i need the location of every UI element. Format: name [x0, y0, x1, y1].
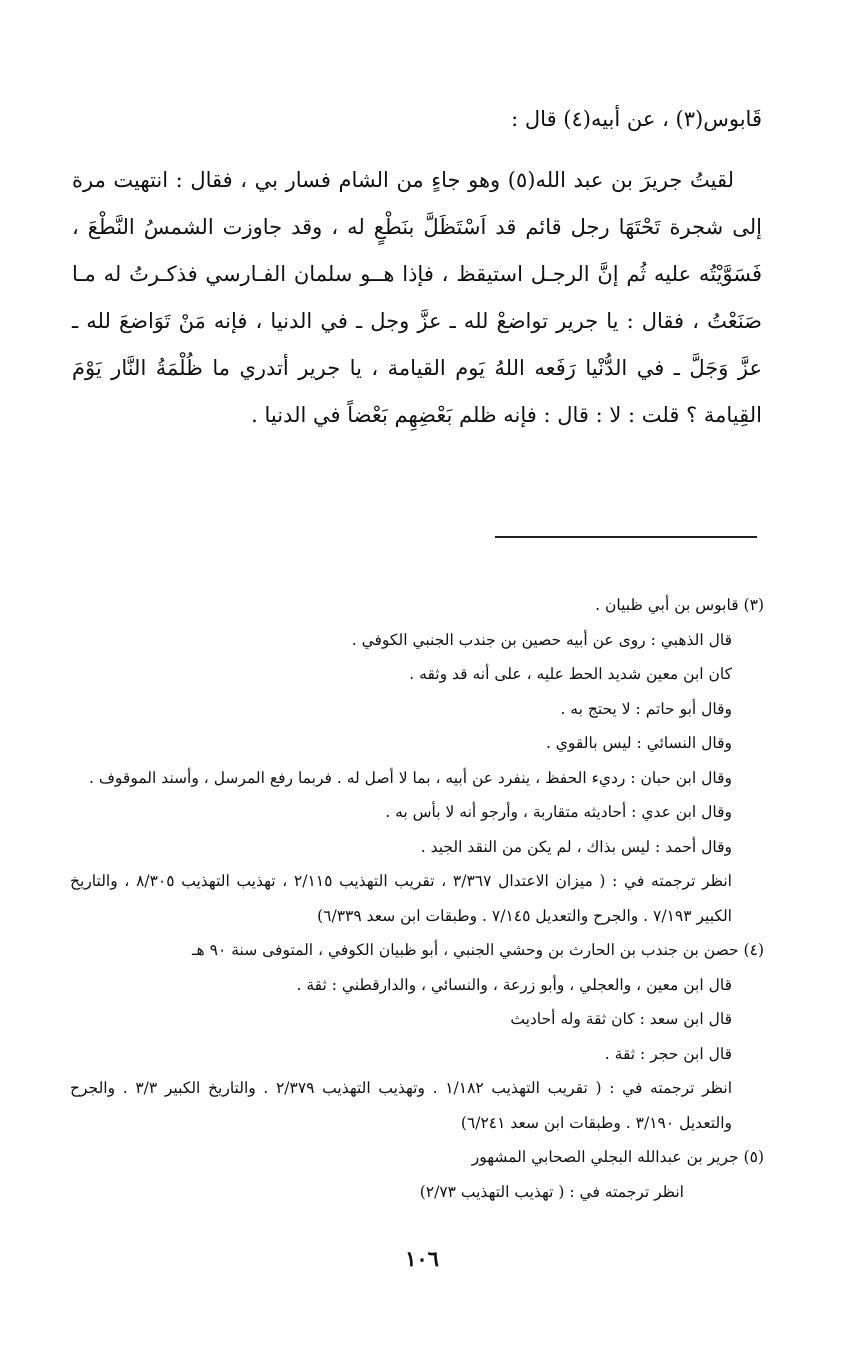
main-intro-line: قَابوس(٣) ، عن أبيه(٤) قال :: [511, 107, 762, 131]
footnote-3-line: وقال أبو حاتم : لا يحتج به .: [560, 699, 732, 718]
footnote-3-line: وقال أحمد : ليس بذاك ، لم يكن من النقد الجيد .: [420, 837, 732, 856]
footnote-4-line: قال ابن معين ، والعجلي ، وأبو زرعة ، والنسائي ، والدارقطني : ثقة .: [296, 975, 732, 994]
footnote-3-sources: انظر ترجمته في : ( ميزان الاعتدال ٣/٣٦٧ ، تقريب التهذيب ٢/١١٥ ، تهذيب التهذيب ٨/٣٠٥ ، والتاريخ الكبير ٧/١٩٣ . والجرح والتعديل ٧/١٤٥ . وطبقات ابن سعد ٦/٣٣٩): [70, 872, 732, 925]
footnote-3-line: قال الذهبي : روى عن أبيه حصين بن جندب الجنبي الكوفي .: [351, 630, 732, 649]
footnote-4-sources: انظر ترجمته في : ( تقريب التهذيب ١/١٨٢ . وتهذيب التهذيب ٢/٣٧٩ . والتاريخ الكبير ٣/٣ . والجرح والتعديل ٣/١٩٠ . وطبقات ابن سعد ٦/٢٤١): [70, 1079, 732, 1132]
footnote-3-line: كان ابن معين شديد الحط عليه ، على أنه قد وثقه .: [409, 665, 732, 683]
footnote-separator: [495, 536, 757, 538]
footnotes: [70, 588, 764, 1209]
footnote-3-line: وقال ابن حبان : رديء الحفظ ، ينفرد عن أبيه ، بما لا أصل له . فربما رفع المرسل ، وأسند الموقوف .: [88, 768, 732, 787]
footnote-3-line: وقال ابن عدي : أحاديثه متقاربة ، وأرجو أنه لا بأس به .: [385, 803, 732, 821]
footnote-3-line: وقال النسائي : ليس بالقوي .: [545, 734, 732, 752]
footnote-5-head: (٥) جرير بن عبدالله البجلي الصحابي المشهور: [471, 1148, 764, 1166]
page-number: ١٠٦: [405, 1246, 439, 1271]
footnote-3-head: (٣) قابوس بن أبي ظبيان .: [595, 596, 764, 614]
footnote-5-sources: انظر ترجمته في : ( تهذيب التهذيب ٢/٧٣): [419, 1182, 684, 1201]
main-paragraph: لقيتُ جريرَ بن عبد الله(٥) وهو جاءٍ من الشام فسار بي ، فقال : انتهيت مرة إلى شجرة تَحْتَهَا رجل قائم قد اَسْتَظَلَّ بنَطْعٍ له ، وقد جاوزت الشمسُ النَّطْعَ ، فَسَوَّيْتُه عليه ثُم إنَّ الرجـل استيقظ ، فإذا هــو سلمان الفـارسي فذكـرتُ له مـا صَنَعْتُ ، فقال : يا جرير تواضعْ لله ـ عزَّ وجل ـ في الدنيا ، فإنه مَنْ تَوَاضعَ لله ـ عزَّ وَجَلَّ ـ في الدُّنْيا رَفَعه اللهُ يَوم القيامة ، يا جرير أتدري ما ظُلْمَةُ النَّار يَوْمَ القِيامة ؟ قلت : لا : قال : فإنه ظلم بَعْضِهِم بَعْضاً في الدنيا .: [72, 168, 762, 427]
footnote-4-line: قال ابن حجر : ثقة .: [604, 1044, 732, 1063]
footnote-4-head: (٤) حصن بن جندب بن الحارث بن وحشي الجنبي ، أبو ظبيان الكوفي ، المتوفى سنة ٩٠ هـ: [191, 941, 764, 959]
footnote-4-line: قال ابن سعد : كان ثقة وله أحاديث: [510, 1010, 732, 1028]
main-text: [72, 96, 762, 439]
